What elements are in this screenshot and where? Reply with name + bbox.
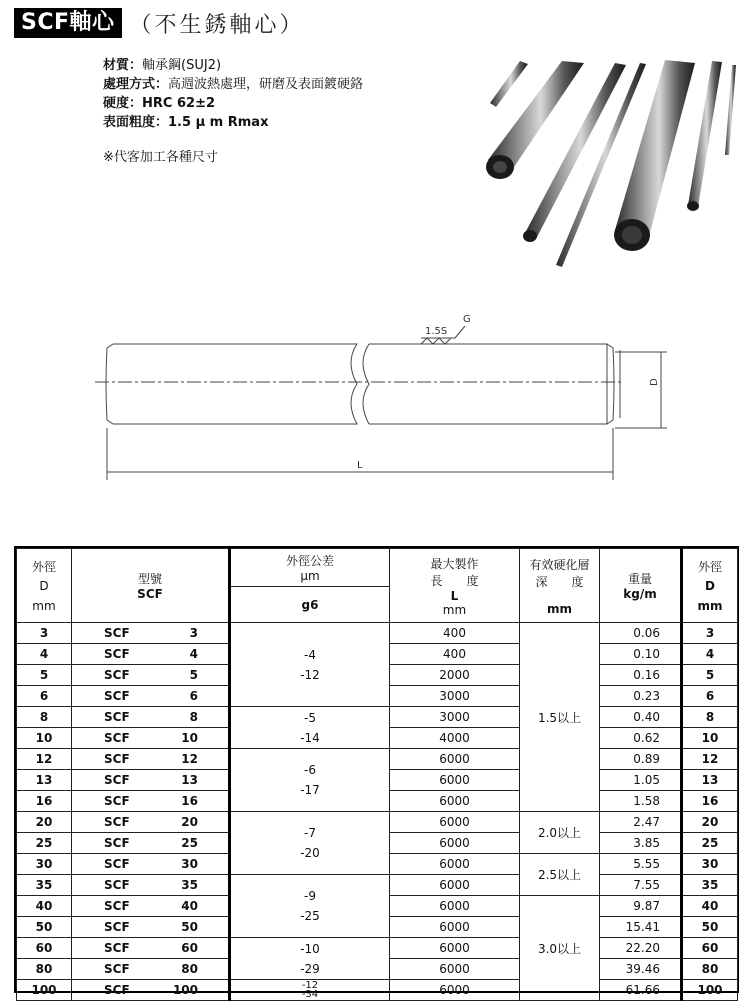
depth-cell: 2.5以上 <box>520 854 600 896</box>
table-row: 30 SCF 30 6000 2.5以上 5.55 30 <box>17 854 738 875</box>
tolerance-cell: -9 -25 <box>230 875 390 938</box>
header-max-length: 最大製作 長 度 L mm <box>390 549 520 623</box>
tolerance-cell: -10 -29 <box>230 938 390 980</box>
table-row: 100 SCF 100 -12 -34 6000 61.66 100 <box>17 980 738 1001</box>
title-subtitle: （不生銹軸心） <box>129 12 305 38</box>
depth-cell: 2.0以上 <box>520 812 600 854</box>
depth-cell: 1.5以上 <box>520 623 600 812</box>
header-tolerance: 外徑公差 μm <box>230 549 390 587</box>
table-row: 13 SCF 13 6000 1.05 13 <box>17 770 738 791</box>
table-row: 60 SCF 60 -10 -29 6000 22.20 60 <box>17 938 738 959</box>
title-bar <box>14 8 305 38</box>
spec-hardness: 硬度：HRC 62±2 <box>103 96 216 111</box>
spec-treatment: 處理方式：高週波熱處理，研磨及表面鍍硬鉻 <box>103 77 364 92</box>
table-row: 16 SCF 16 6000 1.58 16 <box>17 791 738 812</box>
tolerance-cell: -4 -12 <box>230 623 390 707</box>
spec-list <box>103 56 363 167</box>
tolerance-cell: -5 -14 <box>230 707 390 749</box>
drawing-d-label: D <box>649 378 660 386</box>
table-row: 6 SCF 6 3000 0.23 6 <box>17 686 738 707</box>
spec-table <box>14 546 739 1000</box>
header-tolerance-grade: g6 <box>230 587 390 623</box>
table-row: 4 SCF 4 400 0.10 4 <box>17 644 738 665</box>
table-row: 3 SCF 3 -4 -12 400 1.5以上 0.06 3 <box>17 623 738 644</box>
tolerance-cell: -6 -17 <box>230 749 390 812</box>
shaft-drawing <box>95 310 675 490</box>
header-od: 外徑 D mm <box>17 549 72 623</box>
table-row: 35 SCF 35 -9 -25 6000 7.55 35 <box>17 875 738 896</box>
table-row: 25 SCF 25 6000 3.85 25 <box>17 833 738 854</box>
header-model: 型號 SCF <box>72 549 230 623</box>
tolerance-cell: -7 -20 <box>230 812 390 875</box>
shaft-photo <box>480 55 740 275</box>
drawing-grind-label: G <box>463 314 471 325</box>
spec-material: 材質：軸承鋼(SUJ2) <box>103 58 222 73</box>
table-row: 5 SCF 5 2000 0.16 5 <box>17 665 738 686</box>
table-row: 20 SCF 20 -7 -20 6000 2.0以上 2.47 20 <box>17 812 738 833</box>
table-row: 8 SCF 8 -5 -14 3000 0.40 8 <box>17 707 738 728</box>
table-row: 80 SCF 80 6000 39.46 80 <box>17 959 738 980</box>
spec-roughness: 表面粗度：1.5 μ m Rmax <box>103 115 269 130</box>
table-row: 40 SCF 40 6000 3.0以上 9.87 40 <box>17 896 738 917</box>
table-row: 50 SCF 50 6000 15.41 50 <box>17 917 738 938</box>
drawing-l-label: L <box>357 460 363 471</box>
title-badge: SCF軸心 <box>14 8 122 38</box>
header-od-right: 外徑 D mm <box>682 549 738 623</box>
custom-note: ※代客加工各種尺寸 <box>103 150 218 165</box>
tolerance-cell: -12 -34 <box>230 980 390 1001</box>
table-row: 12 SCF 12 -6 -17 6000 0.89 12 <box>17 749 738 770</box>
drawing-finish-label: 1.5S <box>425 326 448 337</box>
depth-cell: 3.0以上 <box>520 896 600 1001</box>
header-depth: 有效硬化層 深 度 mm <box>520 549 600 623</box>
table-row: 10 SCF 10 4000 0.62 10 <box>17 728 738 749</box>
header-weight: 重量 kg/m <box>600 549 682 623</box>
